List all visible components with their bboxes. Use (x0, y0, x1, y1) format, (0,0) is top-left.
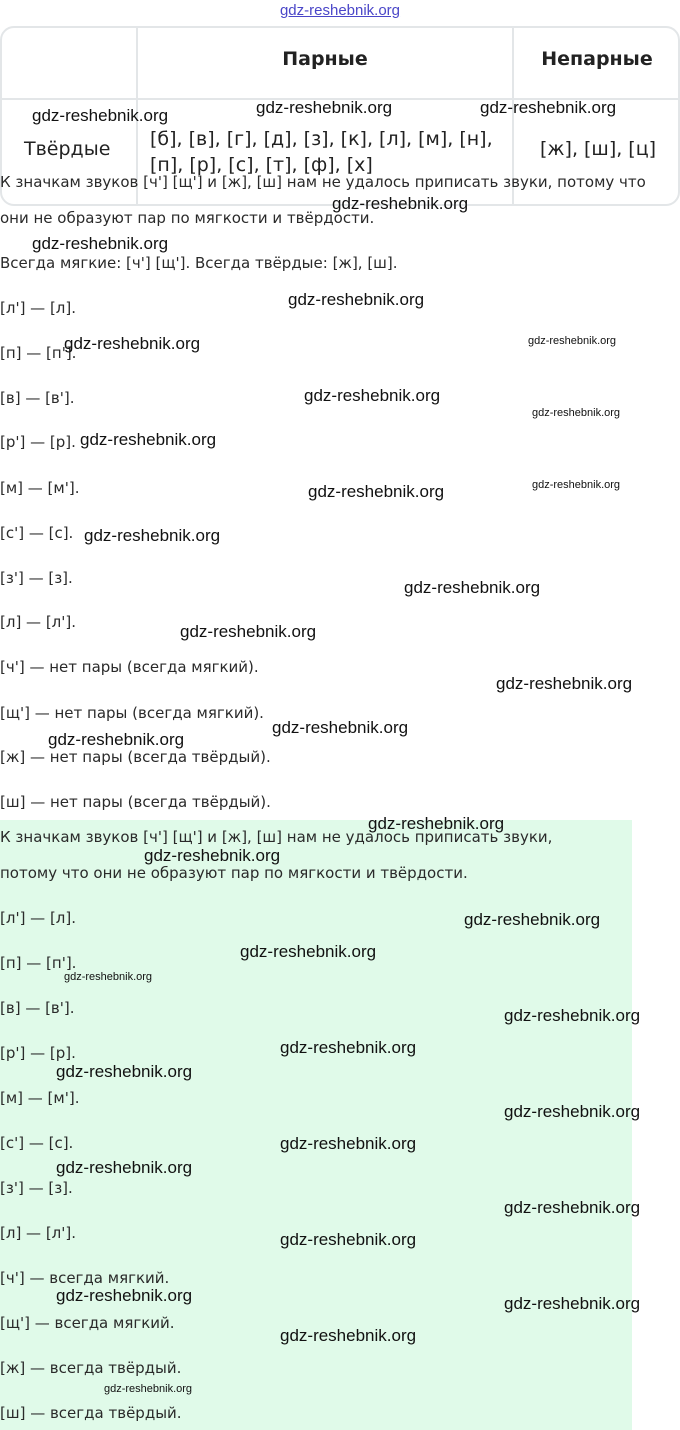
watermark: gdz-reshebnik.org (56, 1286, 193, 1305)
answer1-pair: [п] — [п']. (0, 344, 77, 362)
watermark: gdz-reshebnik.org (368, 814, 505, 833)
answer2-pair: [п] — [п']. (0, 954, 77, 972)
answer1-always: Всегда мягкие: [ч'] [щ']. Всегда твёрдые: [ж], [ш]. (0, 254, 398, 272)
watermark: gdz-reshebnik.org (480, 98, 617, 117)
answer2-pair: [р'] — [р]. (0, 1044, 76, 1062)
watermark: gdz-reshebnik.org (464, 910, 601, 929)
watermark: gdz-reshebnik.org (280, 1326, 417, 1345)
watermark: gdz-reshebnik.org (64, 334, 201, 353)
watermark: gdz-reshebnik.org (84, 526, 221, 545)
answer1-pair: [ш] — нет пары (всегда твёрдый). (0, 793, 271, 811)
answer2-pair: [ж] — всегда твёрдый. (0, 1359, 182, 1377)
watermark: gdz-reshebnik.org (404, 578, 541, 597)
answer2-pair: [л] — [л']. (0, 1224, 77, 1242)
watermark: gdz-reshebnik.org (304, 386, 441, 405)
answer1-pair: [м] — [м']. (0, 479, 80, 497)
answer2-pair: [м] — [м']. (0, 1089, 80, 1107)
answer2-pair: [щ'] — всегда мягкий. (0, 1314, 175, 1332)
answer1-pair: [ж] — нет пары (всегда твёрдый). (0, 748, 271, 766)
watermark: gdz-reshebnik.org (308, 482, 445, 501)
watermark: gdz-reshebnik.org (288, 290, 425, 309)
watermark: gdz-reshebnik.org (56, 1158, 193, 1177)
watermark: gdz-reshebnik.org (532, 407, 621, 419)
col-header-unpaired: Непарные (541, 48, 653, 70)
watermark: gdz-reshebnik.org (496, 674, 633, 693)
answer2-note-line1: К значкам звуков [ч'] [щ'] и [ж], [ш] нам не удалось приписать звуки, (0, 828, 553, 846)
answer1-pair: [з'] — [з]. (0, 569, 73, 587)
watermark: gdz-reshebnik.org (504, 1198, 641, 1217)
col-header-paired: Парные (282, 48, 368, 70)
watermark: gdz-reshebnik.org (280, 1230, 417, 1249)
answer2-pair: [с'] — [с]. (0, 1134, 74, 1152)
watermark: gdz-reshebnik.org (256, 98, 393, 117)
watermark: gdz-reshebnik.org (80, 430, 217, 449)
answer1-pair: [р'] — [р]. (0, 433, 76, 451)
watermark: gdz-reshebnik.org (504, 1006, 641, 1025)
watermark: gdz-reshebnik.org (104, 1383, 193, 1395)
answer1-pair: [л] — [л']. (0, 613, 77, 631)
watermark: gdz-reshebnik.org (56, 1062, 193, 1081)
answer2-pair: [з'] — [з]. (0, 1179, 73, 1197)
row-label-hard: Твёрдые (24, 138, 111, 160)
watermark: gdz-reshebnik.org (280, 1134, 417, 1153)
watermark: gdz-reshebnik.org (180, 622, 317, 641)
watermark: gdz-reshebnik.org (532, 479, 621, 491)
watermark: gdz-reshebnik.org (32, 106, 169, 125)
watermark: gdz-reshebnik.org (240, 942, 377, 961)
answer1-pair: [л'] — [л]. (0, 299, 77, 317)
answer1-pair: [ч'] — нет пары (всегда мягкий). (0, 658, 259, 676)
header-watermark[interactable]: gdz-reshebnik.org (279, 2, 401, 19)
watermark: gdz-reshebnik.org (504, 1294, 641, 1313)
answer1-note-line2: они не образуют пар по мягкости и твёрдости. (0, 209, 375, 227)
watermark: gdz-reshebnik.org (504, 1102, 641, 1121)
row-unpaired-cell: [ж], [ш], [ц] (540, 138, 657, 160)
watermark: gdz-reshebnik.org (64, 971, 153, 983)
watermark: gdz-reshebnik.org (32, 234, 169, 253)
answer1-pair: [в] — [в']. (0, 389, 75, 407)
answer2-pair: [ш] — всегда твёрдый. (0, 1404, 182, 1422)
watermark: gdz-reshebnik.org (280, 1038, 417, 1057)
watermark: gdz-reshebnik.org (48, 730, 185, 749)
watermark: gdz-reshebnik.org (332, 194, 469, 213)
consonant-table (0, 26, 680, 176)
answer2-pair: [л'] — [л]. (0, 909, 77, 927)
answer1-pair: [с'] — [с]. (0, 524, 74, 542)
watermark: gdz-reshebnik.org (272, 718, 409, 737)
answer2-pair: [в] — [в']. (0, 999, 75, 1017)
answer2-pair: [ч'] — всегда мягкий. (0, 1269, 170, 1287)
answer2-note-line2: потому что они не образуют пар по мягкости и твёрдости. (0, 864, 468, 882)
watermark: gdz-reshebnik.org (528, 335, 617, 347)
watermark: gdz-reshebnik.org (144, 846, 281, 865)
answer1-pair: [щ'] — нет пары (всегда мягкий). (0, 704, 264, 722)
answer1-note-line1: К значкам звуков [ч'] [щ'] и [ж], [ш] нам не удалось приписать звуки, потому что (0, 173, 646, 191)
row-paired-cell: [б], [в], [г], [д], [з], [к], [л], [м], [н], [п], [р], [с], [т], [ф], [х] (150, 128, 493, 176)
